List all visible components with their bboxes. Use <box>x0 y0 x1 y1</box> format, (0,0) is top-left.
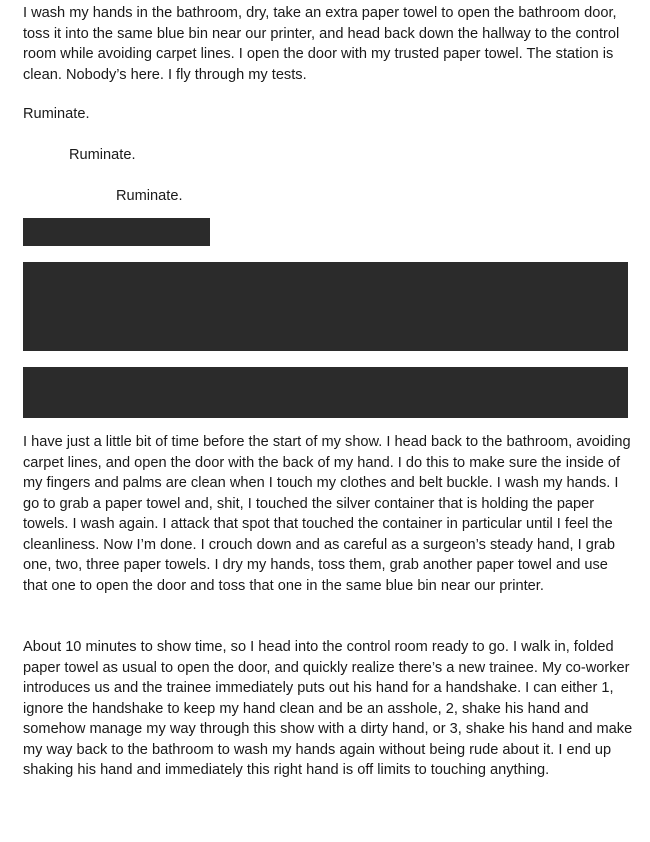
redaction-block-large <box>23 262 628 351</box>
ruminate-line-3: Ruminate. <box>116 188 183 204</box>
redaction-block-medium <box>23 367 628 418</box>
ruminate-line-1: Ruminate. <box>23 106 90 122</box>
paragraph-wash-hands: I wash my hands in the bathroom, dry, take an extra paper towel to open the bathroom door, toss it into the same blue bin near our printer, and head back down the hallway to the control room while avoiding carpet lines. I open the door with my trusted paper towel. The station is clean. Nobody’s here. I fly through my tests. <box>23 5 620 83</box>
redaction-bar-short <box>23 218 210 246</box>
paragraph-trainee-handshake: About 10 minutes to show time, so I head into the control room ready to go. I walk in, folded paper towel as usual to open the door, and quickly realize there’s a new trainee. My co-worker introduces us and the trainee immediately puts out his hand for a handshake. I can either 1, ignore the handshake to keep my hand clean and be an asshole, 2, shake his hand and somehow manage my way through this show with a dirty hand, or 3, shake his hand and make my way back to the bathroom to wash my hands again without being rude about it. I end up shaking his hand and immediately this right hand is off limits to touching anything. <box>23 639 633 778</box>
ruminate-line-2: Ruminate. <box>69 147 136 163</box>
paragraph-before-show: I have just a little bit of time before the start of my show. I head back to the bathroom, avoiding carpet lines, and open the door with the back of my hand. I do this to make sure the inside of my fingers and palms are clean when I touch my clothes and belt buckle. I wash my hands. I go to grab a paper towel and, shit, I touched the silver container that is holding the paper towels. I wash again. I attack that spot that touched the container in particular until I feel the cleanliness. Now I’m done. I crouch down and as careful as a surgeon’s steady hand, I grab one, two, three paper towels. I dry my hands, toss them, grab another paper towel and use that one to open the door and toss that one in the same blue bin near our printer. <box>23 434 631 594</box>
